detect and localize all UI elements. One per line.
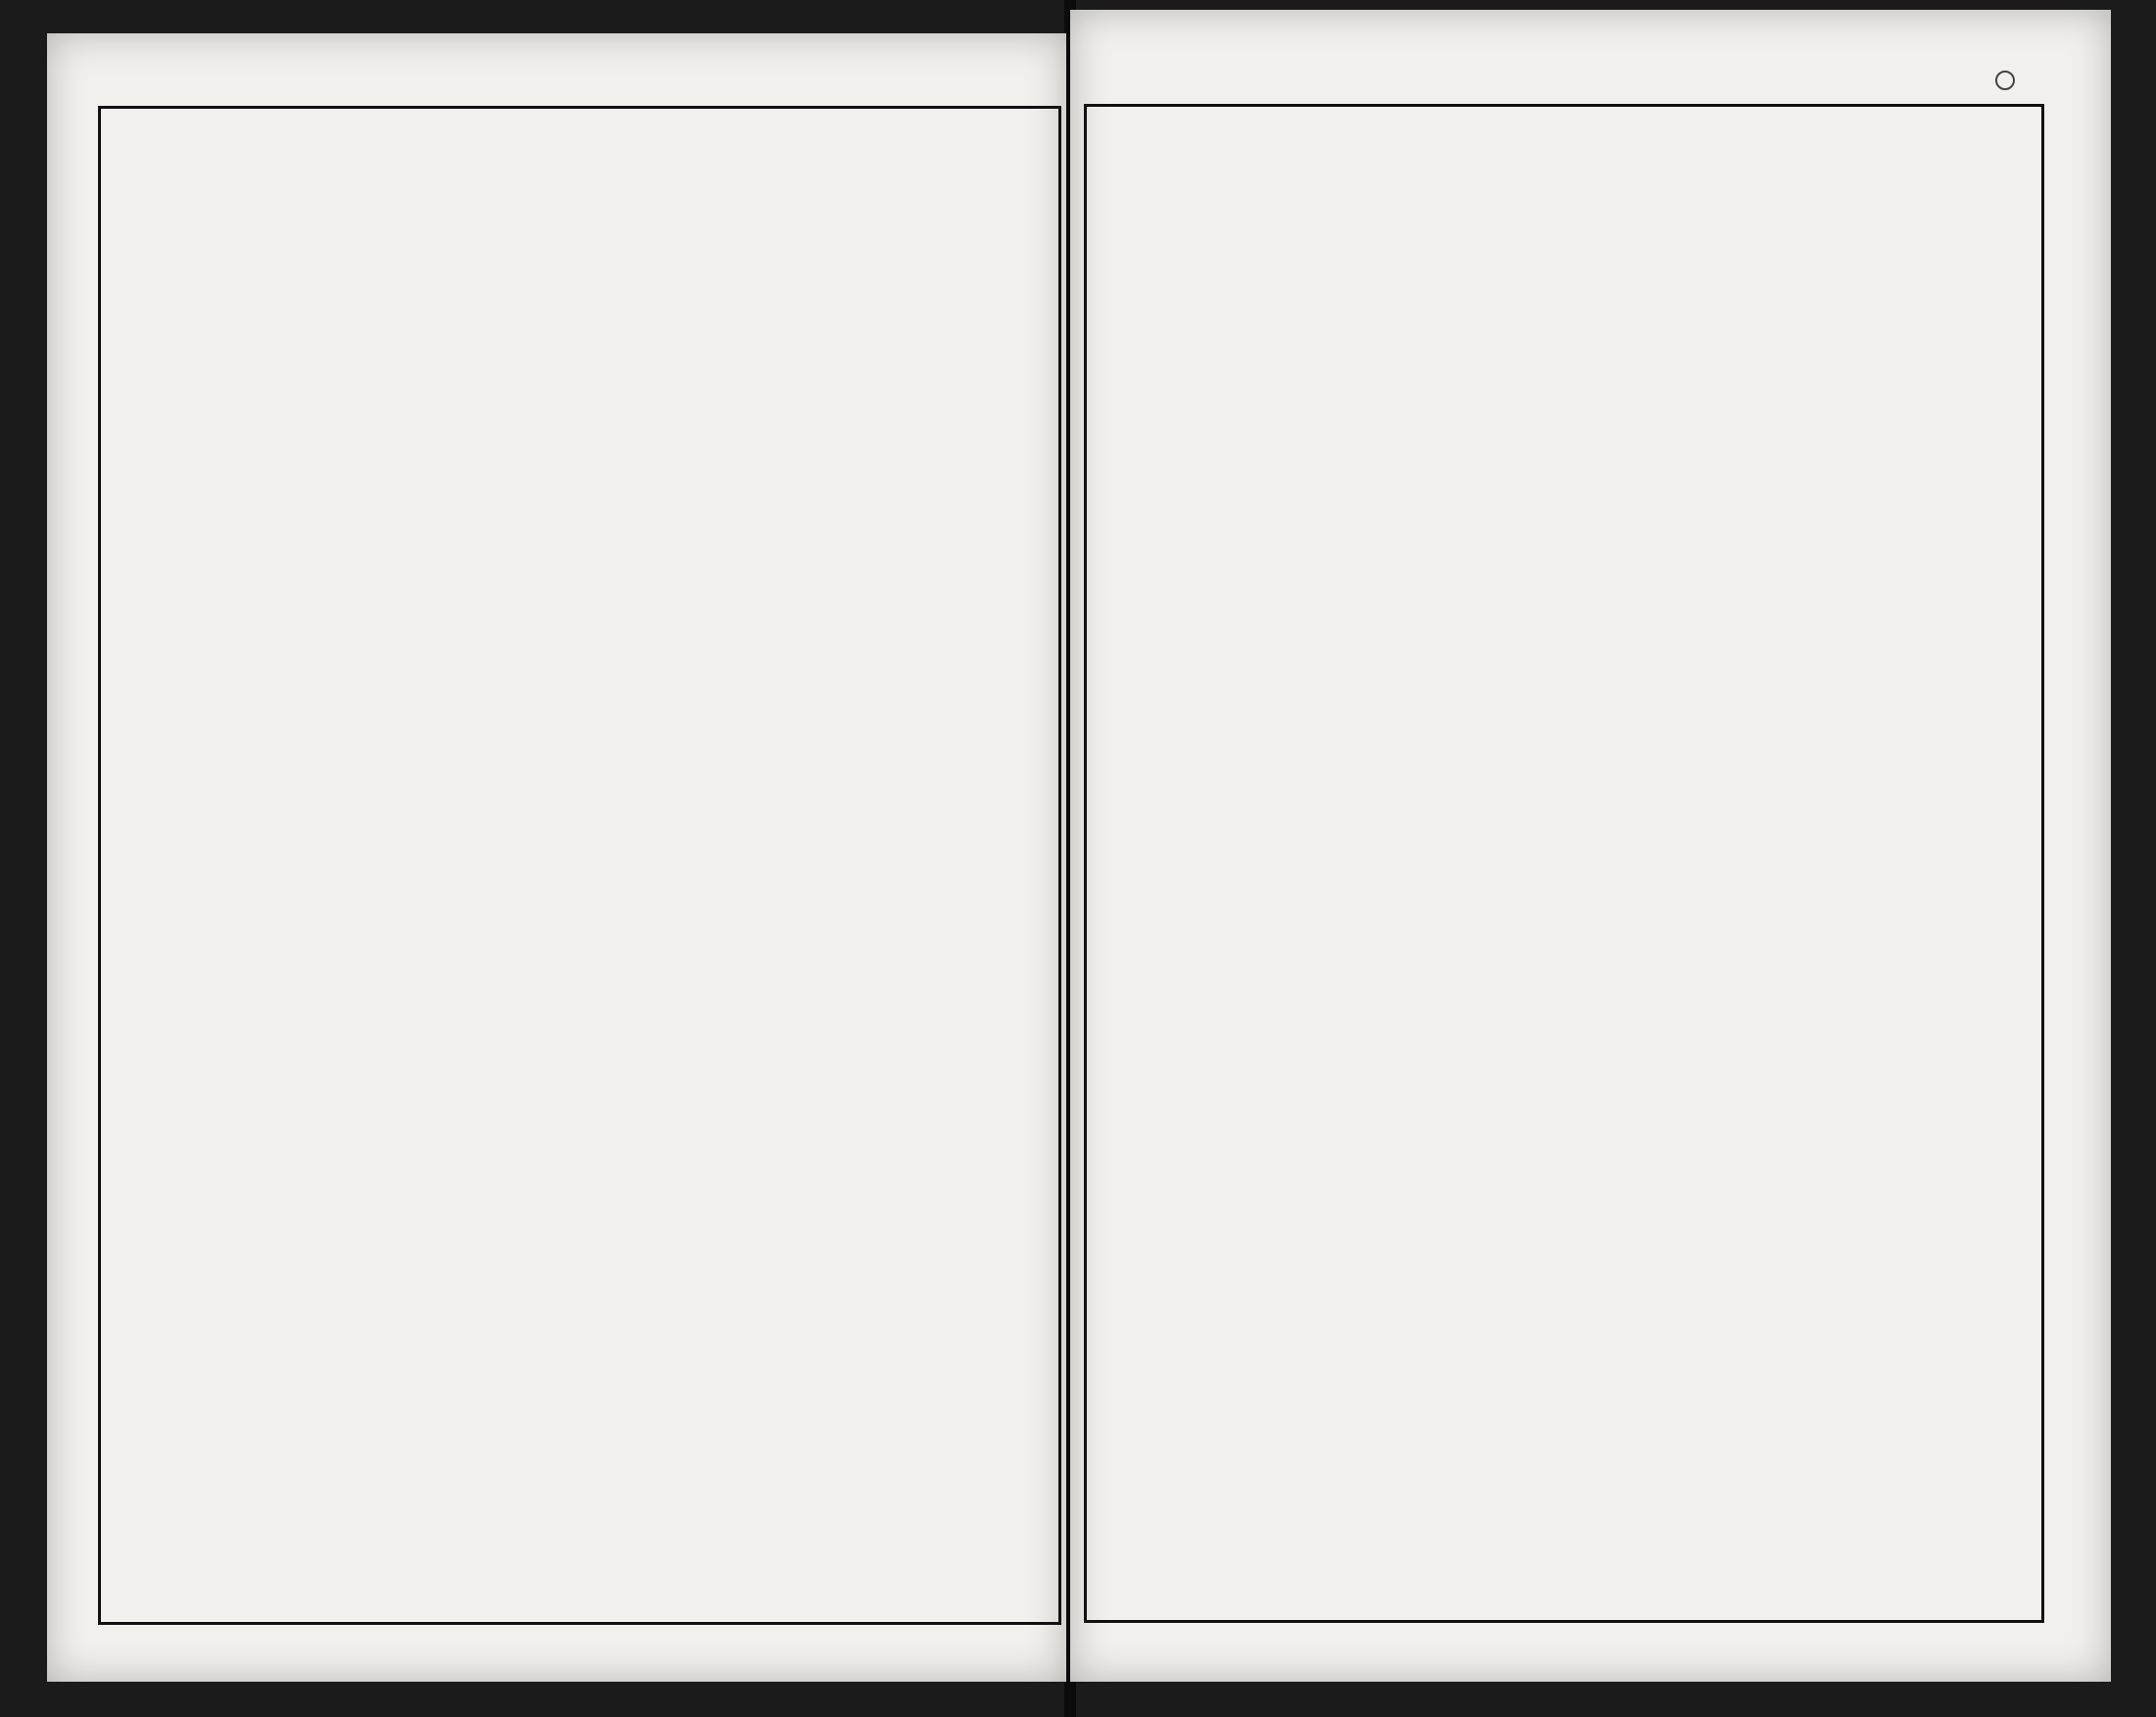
page-corner-stamp bbox=[1995, 71, 2015, 90]
left-table-frame bbox=[98, 106, 1061, 1625]
right-table-frame bbox=[1084, 104, 2044, 1623]
